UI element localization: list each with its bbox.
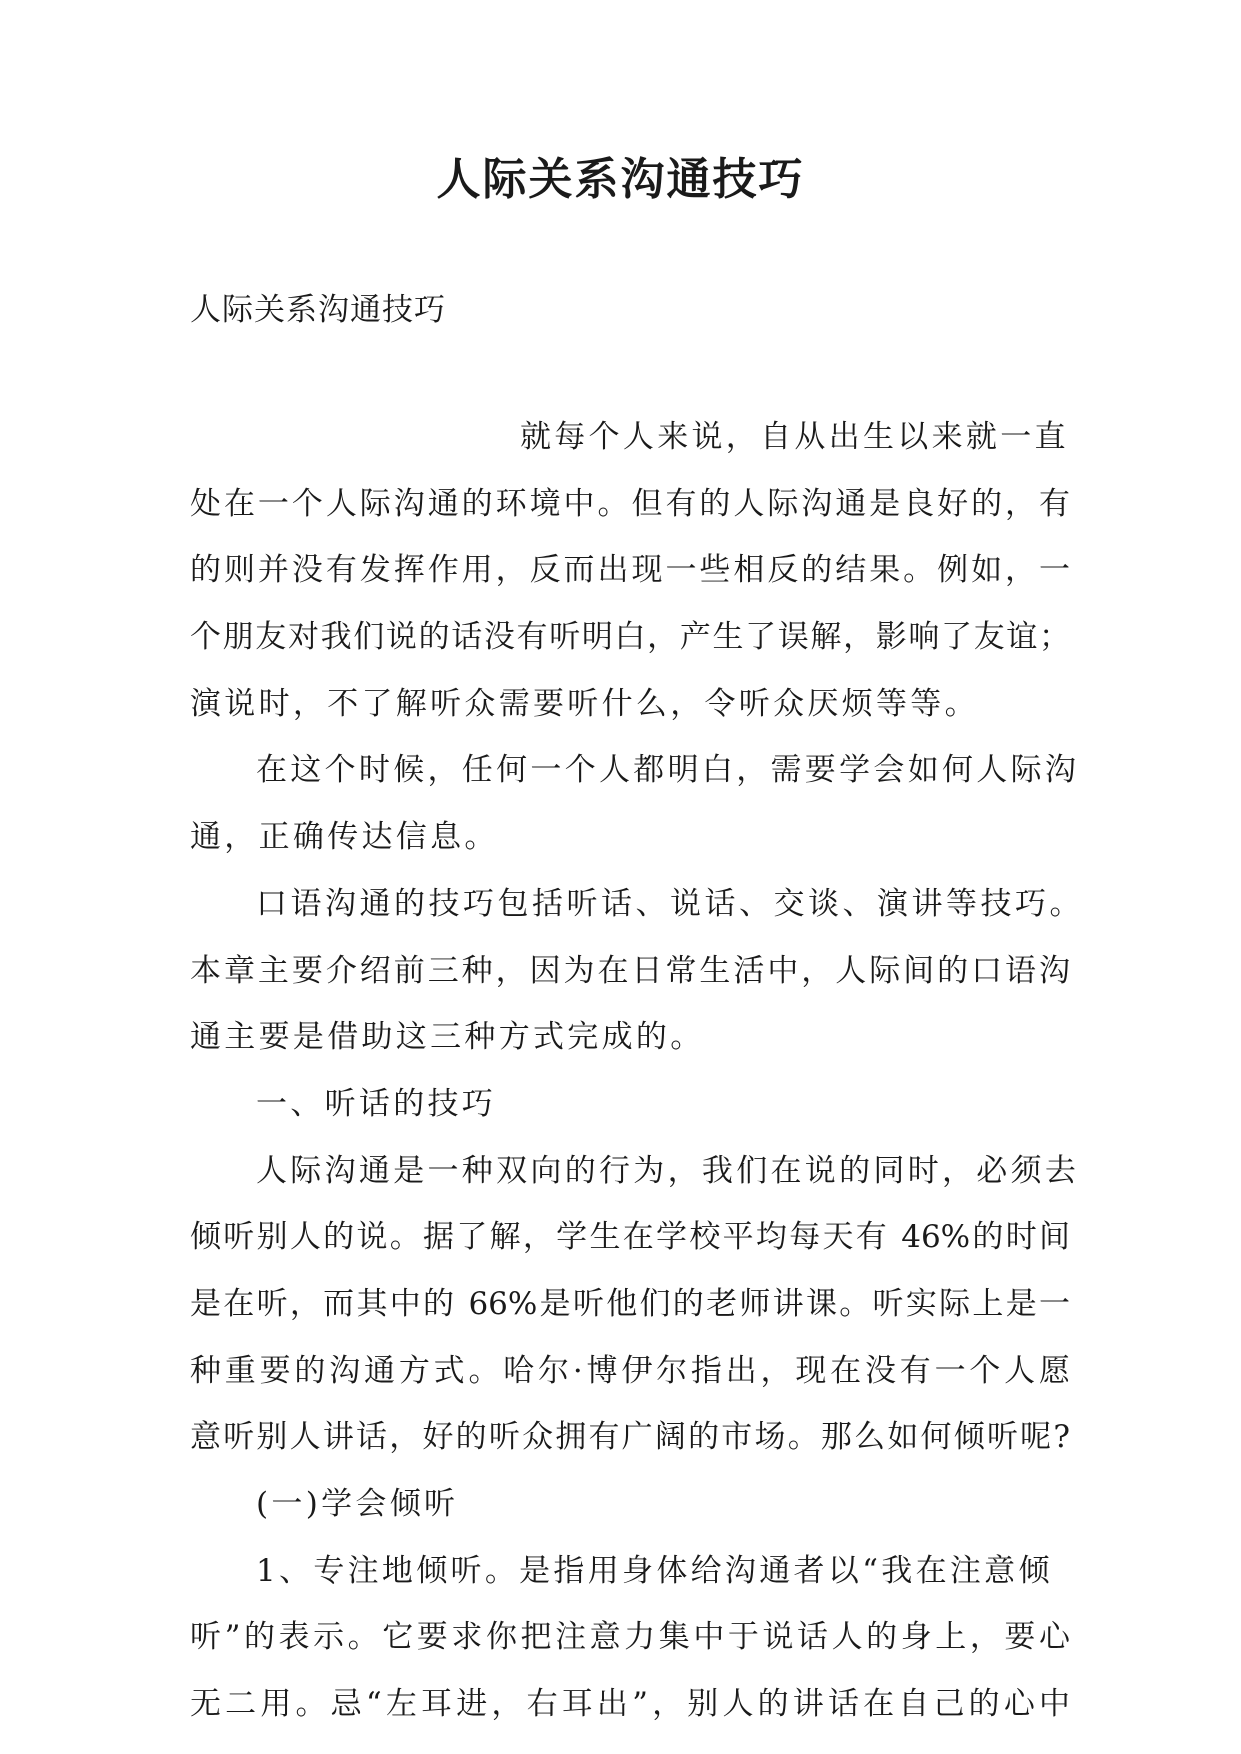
body-line: 听”的表示。它要求你把注意力集中于说话人的身上，要心 — [190, 1619, 1070, 1656]
body-line: 在这个时候，任何一个人都明白，需要学会如何人际沟 — [256, 752, 1080, 789]
document-subtitle: 人际关系沟通技巧 — [190, 292, 446, 328]
body-line: 演说时，不了解听众需要听什么，令听众厌烦等等。 — [190, 685, 979, 722]
body-line: 通主要是借助这三种方式完成的。 — [190, 1019, 705, 1056]
body-line: 无二用。忌“左耳进，右耳出”，别人的讲话在自己的心中 — [190, 1686, 1070, 1723]
section-heading: 一、听话的技巧 — [256, 1085, 497, 1122]
body-line: 意听别人讲话，好的听众拥有广阔的市场。那么如何倾听呢? — [190, 1419, 1070, 1456]
body-line: 倾听别人的说。据了解，学生在学校平均每天有 46%的时间 — [190, 1219, 1070, 1256]
body-line: 通，正确传达信息。 — [190, 819, 499, 856]
body-line: 处在一个人际沟通的环境中。但有的人际沟通是良好的，有 — [190, 485, 1070, 522]
body-line: 本章主要介绍前三种，因为在日常生活中，人际间的口语沟 — [190, 952, 1070, 989]
body-line: 口语沟通的技巧包括听话、说话、交谈、演讲等技巧。 — [256, 885, 1084, 922]
subsection-heading: (一)学会倾听 — [256, 1486, 459, 1522]
body-line: 个朋友对我们说的话没有听明白，产生了误解，影响了友谊； — [190, 619, 1070, 656]
body-line: 是在听，而其中的 66%是听他们的老师讲课。听实际上是一 — [190, 1285, 1070, 1322]
body-line: 1、专注地倾听。是指用身体给沟通者以“我在注意倾 — [256, 1552, 1053, 1589]
document-body — [190, 404, 1084, 1738]
body-line: 就每个人来说，自从出生以来就一直 — [520, 419, 1069, 455]
body-line: 种重要的沟通方式。哈尔·博伊尔指出，现在没有一个人愿 — [190, 1352, 1070, 1389]
document-title: 人际关系沟通技巧 — [436, 154, 805, 205]
body-line: 的则并没有发挥作用，反而出现一些相反的结果。例如，一 — [190, 552, 1070, 589]
body-line: 人际沟通是一种双向的行为，我们在说的同时，必须去 — [256, 1152, 1080, 1189]
